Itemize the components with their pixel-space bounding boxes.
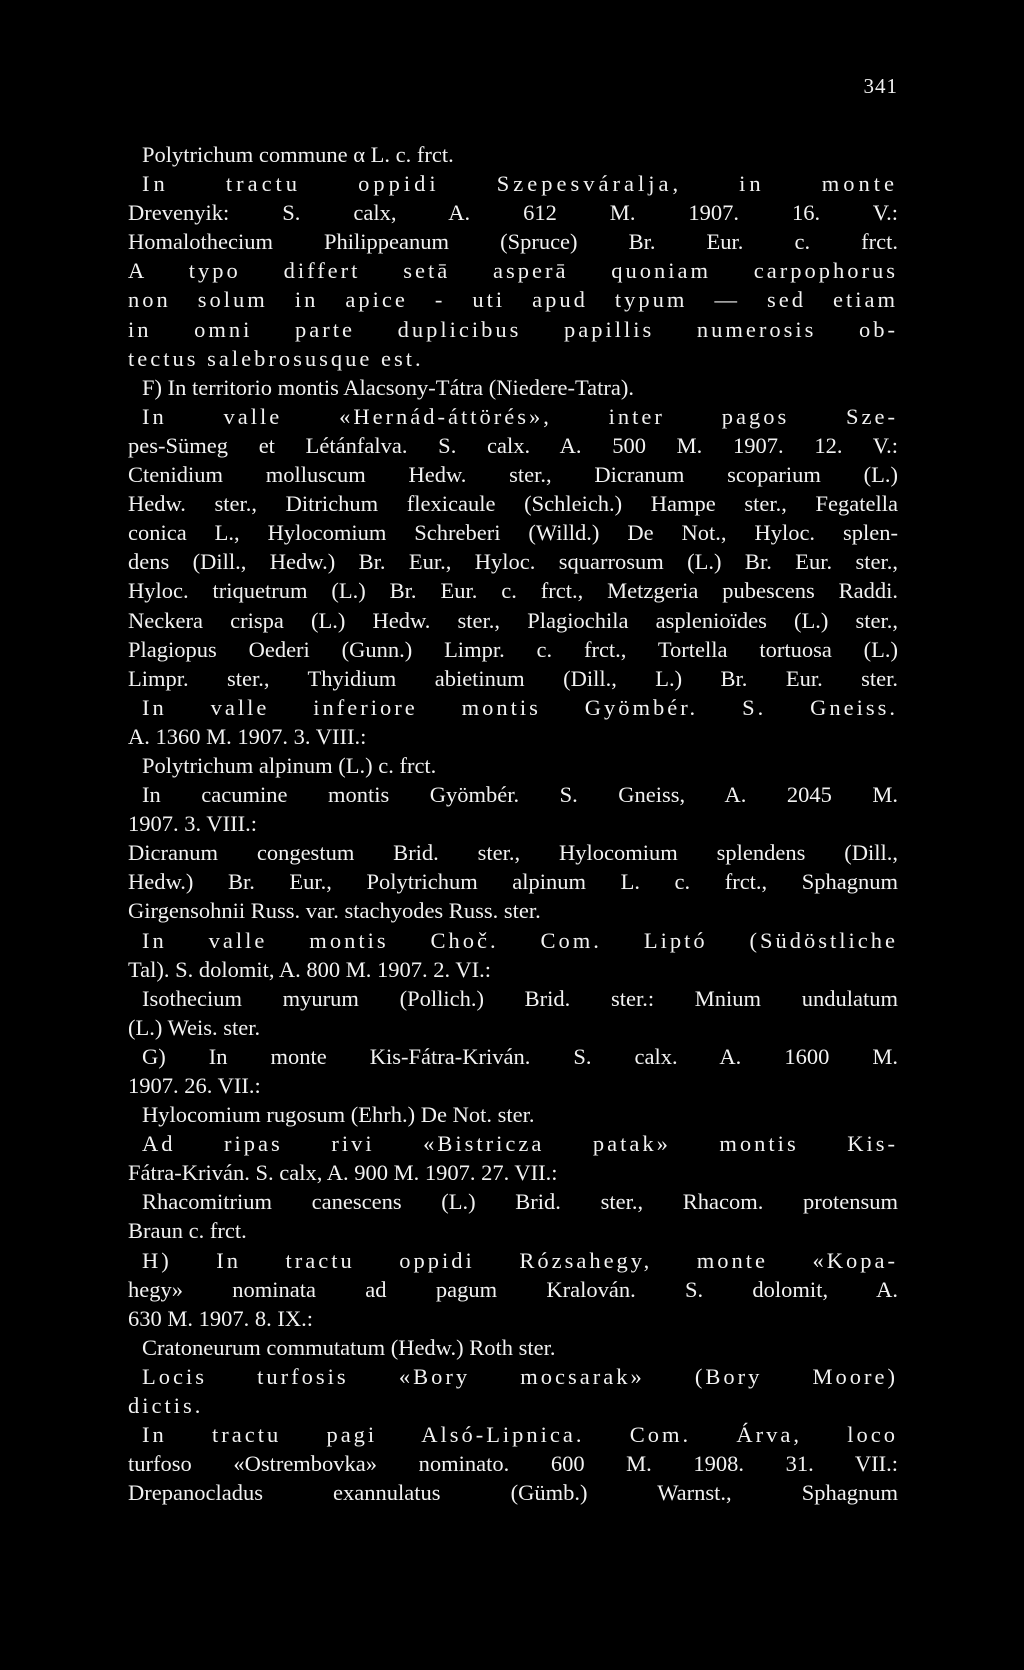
text-line: Neckera crispa (L.) Hedw. ster., Plagiochila asplenioïdes (L.) ster.,	[128, 607, 898, 633]
text-line: 1907. 3. VIII.:	[128, 811, 257, 837]
text-line: Girgensohnii Russ. var. stachyodes Russ. ster.	[128, 898, 541, 924]
text-line: Polytrichum commune α L. c. frct.	[142, 142, 454, 167]
page-number: 341	[863, 74, 898, 98]
text-line: In tractu pagi Alsó-Lipnica. Com. Árva, loco	[142, 1422, 898, 1448]
text-line: A typo differt setā asperā quoniam carpophorus	[128, 258, 898, 284]
text-line: Homalothecium Philippeanum (Spruce) Br. Eur. c. frct.	[128, 229, 898, 255]
text-line: In valle inferiore montis Gyömbér. S. Gneiss.	[142, 694, 898, 720]
text-line: F) In territorio montis Alacsony-Tátra (Niedere-Tatra).	[142, 374, 634, 400]
text-line: H) In tractu oppidi Rózsahegy, monte «Kopa-	[142, 1247, 898, 1273]
text-line: Hedw.) Br. Eur., Polytrichum alpinum L. c. frct., Sphagnum	[128, 869, 898, 895]
text-line: Drevenyik: S. calx, A. 612 M. 1907. 16. V.:	[128, 200, 898, 226]
text-line: Dicranum congestum Brid. ster., Hylocomium splendens (Dill.,	[128, 840, 898, 866]
text-line: conica L., Hylocomium Schreberi (Willd.) De Not., Hyloc. splen-	[128, 520, 898, 546]
text-line: Hedw. ster., Ditrichum flexicaule (Schleich.) Hampe ster., Fegatella	[128, 491, 898, 517]
text-line: Cratoneurum commutatum (Hedw.) Roth ster.	[142, 1334, 556, 1360]
text-line: tectus salebrosusque est.	[128, 345, 424, 371]
text-line: pes-Sümeg et Létánfalva. S. calx. A. 500 M. 1907. 12. V.:	[128, 432, 898, 458]
text-line: dens (Dill., Hedw.) Br. Eur., Hyloc. squarrosum (L.) Br. Eur. ster.,	[128, 549, 898, 575]
text-line: Plagiopus Oederi (Gunn.) Limpr. c. frct., Tortella tortuosa (L.)	[128, 636, 898, 662]
text-line: (L.) Weis. ster.	[128, 1014, 261, 1040]
text-line: Locis turfosis «Bory mocsarak» (Bory Moore)	[142, 1363, 898, 1389]
text-line: dictis.	[128, 1393, 204, 1419]
text-line: turfoso «Ostrembovka» nominato. 600 M. 1908. 31. VII.:	[128, 1451, 898, 1477]
text-line: Polytrichum alpinum (L.) c. frct.	[142, 752, 437, 778]
text-line: In valle montis Choč. Com. Liptó (Südöstliche	[142, 927, 898, 953]
text-line: In valle «Hernád-áttörés», inter pagos Sze-	[142, 403, 898, 429]
text-line: hegy» nominata ad pagum Kralován. S. dolomit, A.	[128, 1276, 898, 1302]
text-line: Tal). S. dolomit, A. 800 M. 1907. 2. VI.:	[128, 956, 492, 982]
text-line: A. 1360 M. 1907. 3. VIII.:	[128, 723, 367, 749]
text-line: Braun c. frct.	[128, 1218, 247, 1244]
text-line: 1907. 26. VII.:	[128, 1073, 261, 1098]
text-line: non solum in apice - uti apud typum — sed etiam	[128, 287, 898, 313]
text-line: Limpr. ster., Thyidium abietinum (Dill., L.) Br. Eur. ster.	[128, 665, 898, 691]
text-line: In tractu oppidi Szepesváralja, in monte	[142, 171, 898, 197]
text-line: Drepanocladus exannulatus (Gümb.) Warnst., Sphagnum	[128, 1480, 898, 1506]
text-line: 630 M. 1907. 8. IX.:	[128, 1305, 313, 1331]
text-line: Isothecium myurum (Pollich.) Brid. ster.: Mnium undulatum	[142, 985, 898, 1011]
text-line: Hyloc. triquetrum (L.) Br. Eur. c. frct., Metzgeria pubescens Raddi.	[128, 578, 898, 604]
text-line: G) In monte Kis-Fátra-Kriván. S. calx. A. 1600 M.	[142, 1043, 898, 1069]
text-line: in omni parte duplicibus papillis numerosis ob-	[128, 316, 898, 342]
body-text	[128, 140, 898, 1507]
text-line: In cacumine montis Gyömbér. S. Gneiss, A. 2045 M.	[142, 782, 898, 808]
text-line: Ad ripas rivi «Bistricza patak» montis Kis-	[142, 1131, 898, 1157]
text-line: Ctenidium molluscum Hedw. ster., Dicranum scoparium (L.)	[128, 462, 898, 488]
text-line: Rhacomitrium canescens (L.) Brid. ster., Rhacom. protensum	[142, 1189, 898, 1215]
text-line: Fátra-Kriván. S. calx, A. 900 M. 1907. 27. VII.:	[128, 1160, 558, 1186]
text-line: Hylocomium rugosum (Ehrh.) De Not. ster.	[142, 1102, 535, 1128]
